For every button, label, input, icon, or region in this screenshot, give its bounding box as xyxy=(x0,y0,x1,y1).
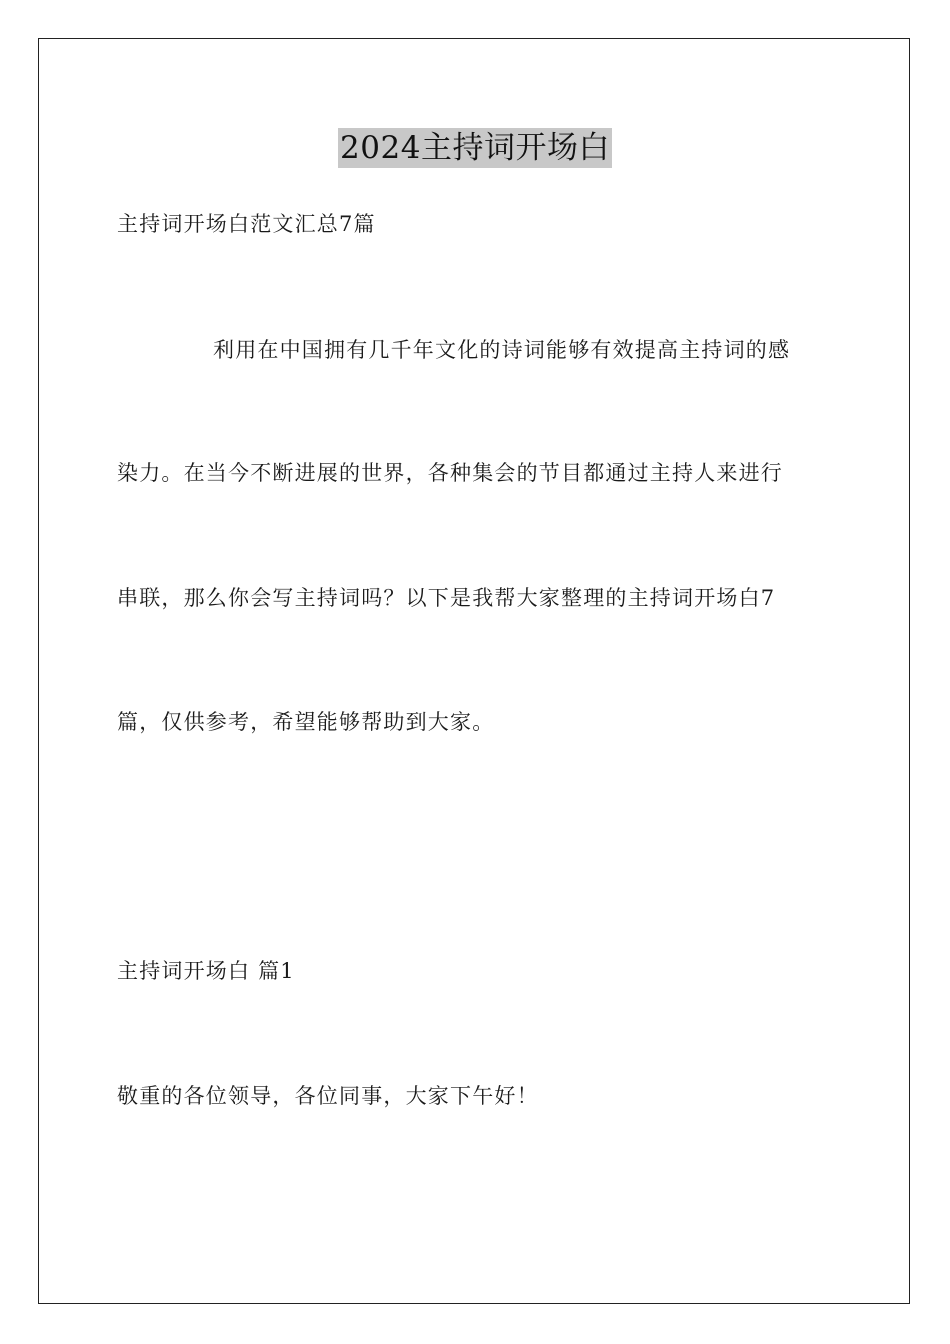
greeting-line: 敬重的各位领导，各位同事，大家下午好！ xyxy=(117,1084,539,1108)
intro-line-2: 染力。在当今不断进展的世界，各种集会的节目都通过主持人来进行 xyxy=(117,461,783,485)
intro-line-4: 篇，仅供参考，希望能够帮助到大家。 xyxy=(117,710,495,734)
title-container xyxy=(0,128,950,168)
intro-line-1: 利用在中国拥有几千年文化的诗词能够有效提高主持词的感 xyxy=(213,338,791,362)
section-heading: 主持词开场白 篇1 xyxy=(117,959,295,983)
document-subtitle: 主持词开场白范文汇总7篇 xyxy=(117,212,376,236)
document-title: 2024主持词开场白 xyxy=(340,130,610,166)
intro-line-3: 串联，那么你会写主持词吗？以下是我帮大家整理的主持词开场白7 xyxy=(117,586,776,610)
